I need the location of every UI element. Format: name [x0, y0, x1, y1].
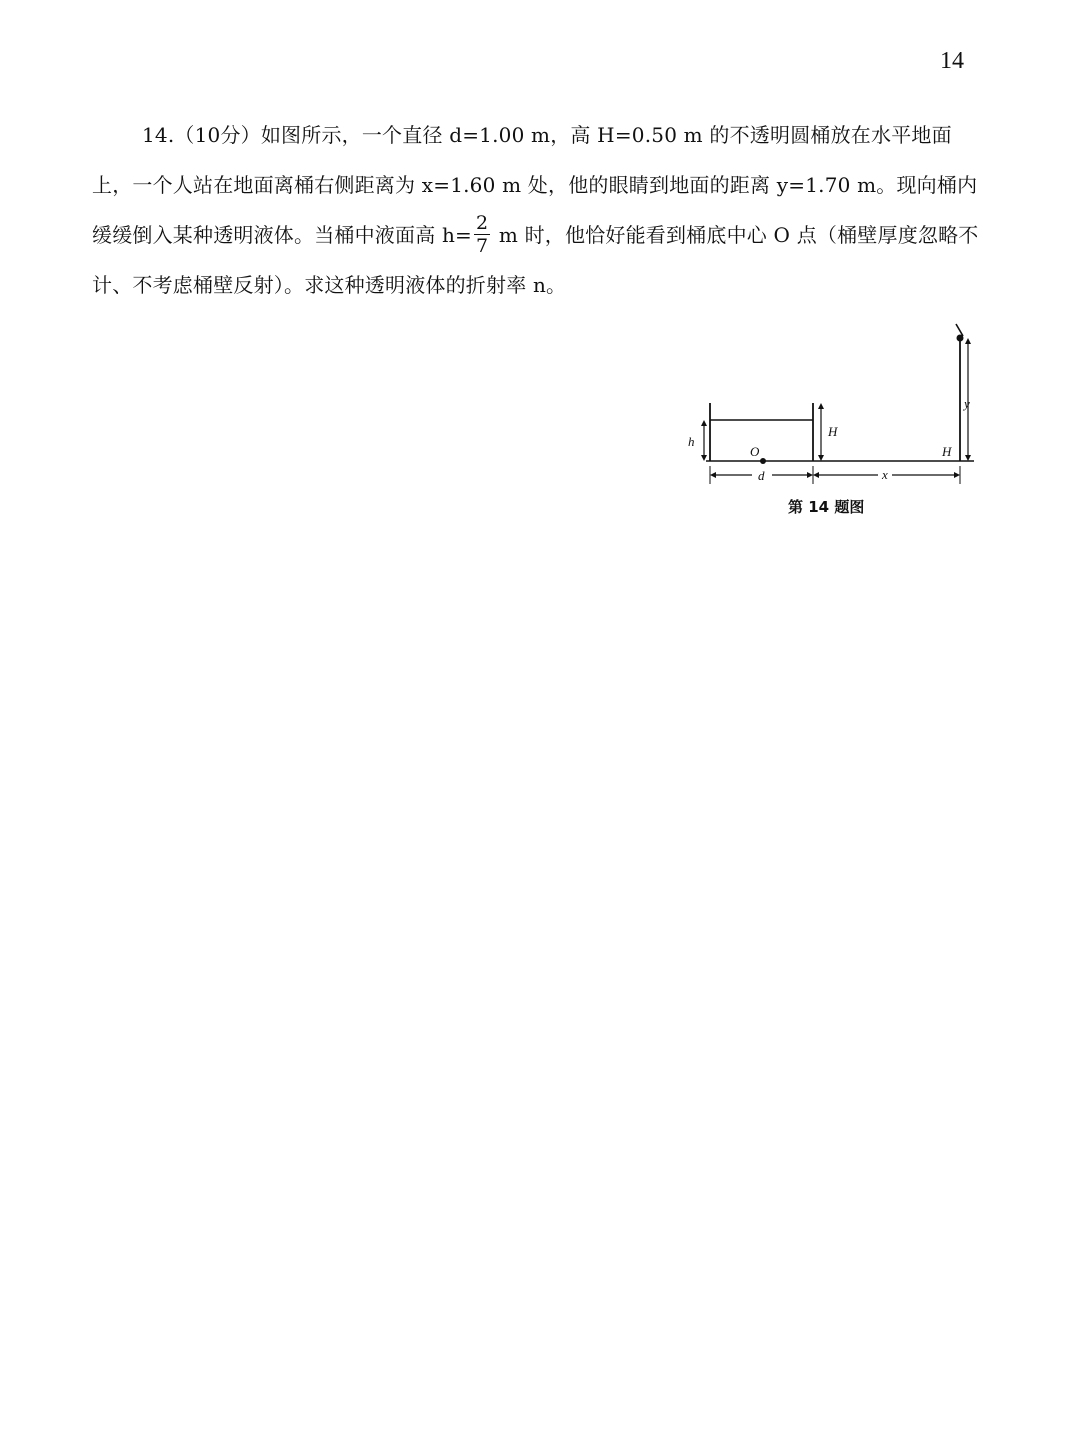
dim-h-arrow-bottom: [701, 455, 707, 461]
dim-x-arrow-right: [954, 472, 960, 478]
fraction-numerator: 2: [476, 212, 489, 234]
dim-d-arrow-right: [807, 472, 813, 478]
page-number: 14: [940, 48, 964, 74]
problem-14: [92, 110, 982, 310]
fraction-h: [474, 212, 490, 257]
dim-x-arrow-left: [813, 472, 819, 478]
figure-diagram: [680, 316, 980, 491]
label-o: O: [750, 444, 760, 459]
figure-14: [680, 316, 980, 526]
problem-text-intro: 14.（10分）如图所示，一个直径 d=1.00 m，高 H=0.50 m 的不透明圆桶放在水平地面上，一个人站在地面离桶右侧距离为 x=1.60 m 处，他的眼睛到地面的距离 y=1.70 m。现向桶内缓缓倒入某种透明液体。当桶中液面高 h=: [92, 123, 978, 247]
dim-y-arrow-top: [965, 338, 971, 344]
center-point-o: [760, 458, 766, 464]
fraction-denominator: 7: [476, 235, 489, 257]
label-barrel-h: H: [828, 424, 838, 439]
dim-d-arrow-left: [710, 472, 716, 478]
dim-y-arrow-bottom: [965, 455, 971, 461]
label-person-h: H: [942, 444, 952, 459]
label-h: h: [688, 434, 695, 449]
dim-h-arrow-top: [701, 420, 707, 426]
problem-text-rest: m 时，他恰好能看到桶底中心 O 点（桶壁厚度忽略不计、不考虑桶壁反射）。求这种透明液体的折射率 n。: [92, 223, 979, 297]
label-x: x: [882, 467, 888, 482]
figure-caption: 第 14 题图: [788, 498, 865, 516]
label-d: d: [758, 468, 765, 483]
dim-barrel-h-arrow-top: [818, 403, 824, 409]
eye-ray-mark: [956, 324, 963, 336]
dim-barrel-h-arrow-bottom: [818, 455, 824, 461]
label-y: y: [964, 396, 970, 411]
